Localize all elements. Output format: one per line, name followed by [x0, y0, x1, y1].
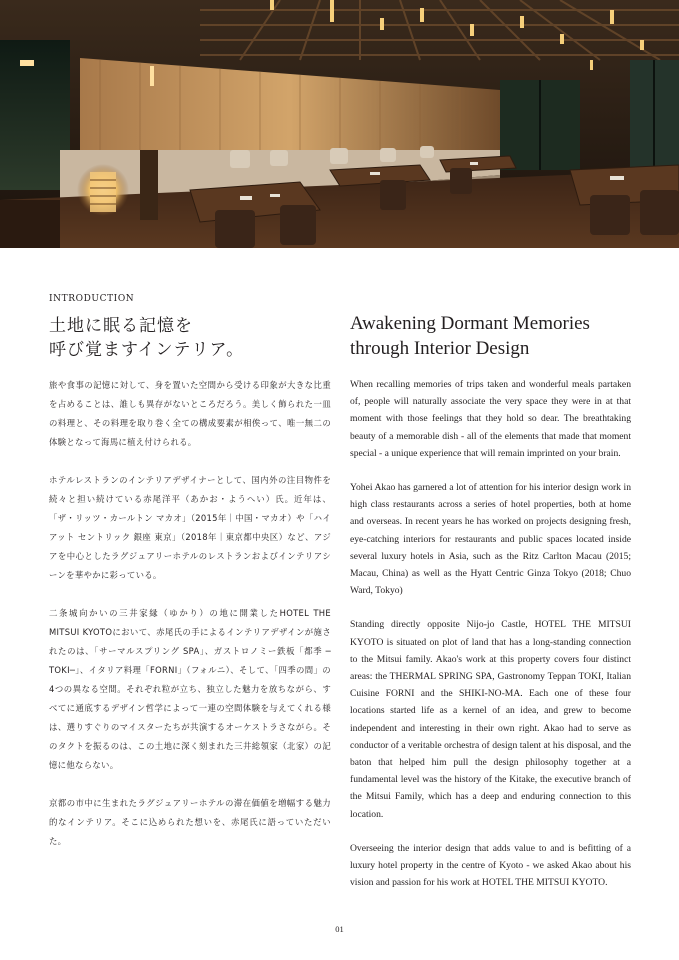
- japanese-heading-line: 呼び覚ますインテリア。: [49, 340, 245, 360]
- english-heading-line: Awakening Dormant Memories: [350, 313, 590, 334]
- japanese-paragraph: ホテルレストランのインテリアデザイナーとして、国内外の注目物件を続々と担い続けている赤尾洋平（あかお・ようへい）氏。近年は、「ザ・リッツ・カールトン マカオ」（2015年｜中国・マカオ）や「ハイアット セントリック 銀座 東京」（2018年｜東京都中央区）など、アジアを中心としたラグジュアリーホテルのレストランおよびインテリアシーンを華やかに彩っている。: [49, 475, 331, 580]
- hero-photo: [0, 0, 679, 248]
- english-body-column: [350, 376, 631, 908]
- page-number: 01: [335, 924, 344, 934]
- restaurant-interior-illustration: [0, 0, 679, 248]
- english-paragraph: Yohei Akao has garnered a lot of attention for his interior design work in high class restaurants across a series of hotel properties, both at home and overseas. In recent years he has worked on projects designing fresh, eye-catching interiors for restaurants and public spaces located inside several luxury hotels in Asia, such as the Ritz Carlton Macau (2015; Macau, China) as well as the Hyatt Centric Ginza Tokyo (2018; Chuo Ward, Tokyo): [350, 482, 631, 597]
- english-paragraph: When recalling memories of trips taken and wonderful meals partaken of, people will naturally associate the very space they were in at that moment with those feelings that they hold so dear. The breathtaking beauty of a memorable dish - all of the elements that made that moment special - a unique experience that will remain imprinted on your brain.: [350, 379, 631, 459]
- english-heading: [350, 311, 640, 361]
- english-paragraph: Overseeing the interior design that adds value to and is befitting of a luxury hotel property in the centre of Kyoto - we asked Akao about his vision and passion for his work at HOTEL THE MITSUI KYOTO.: [350, 842, 631, 889]
- japanese-paragraph: 京都の市中に生まれたラグジュアリーホテルの滞在価値を増幅する魅力的なインテリア。そこに込められた想いを、赤尾氏に語っていただいた。: [49, 798, 331, 846]
- japanese-heading: [49, 314, 329, 362]
- japanese-heading-line: 土地に眠る記憶を: [49, 316, 193, 336]
- english-paragraph: Standing directly opposite Nijo-jo Castle, HOTEL THE MITSUI KYOTO is situated on plot of land that has a long-standing connection to the Mitsui family. Akao's work at this property covers four distinct areas: the THERMAL SPRING SPA, Gastronomy Teppan TOKI, Italian Cuisine FORNI and the SHIKI-NO-MA. Each one of these four locations started life as a kernel of an idea, and grew to become independent and interesting in their own right. Akao had to serve as conductor of a veritable orchestra of design talent at his disposal, and the baton that helped him pull the design philosophy together at a fundamental level was the history of the Kitake, the executive branch of the Mitsui Family, which has a deep and enduring connection to this location.: [350, 619, 631, 820]
- japanese-body-column: [49, 376, 331, 870]
- section-label: INTRODUCTION: [49, 294, 135, 304]
- japanese-paragraph: 旅や食事の記憶に対して、身を置いた空間から受ける印象が大きな比重を占めることは、誰しも異存がないところだろう。美しく飾られた一皿の料理と、その料理を取り巻く全ての構成要素が相俟って、唯一無二の体験となって海馬に植え付けられる。: [49, 380, 331, 447]
- english-heading-line: through Interior Design: [350, 338, 530, 359]
- japanese-paragraph: 二条城向かいの三井家縁（ゆかり）の地に開業したHOTEL THE MITSUI KYOTOにおいて、赤尾氏の手によるインテリアデザインが施されたのは、「サーマルスプリング SPA」、ガストロノミー鉄板「都季 ─ TOKI─」、イタリア料理「FORNI」（フォルニ）、そして、「四季の間」の4つの異なる空間。それぞれ粒が立ち、独立した魅力を放ちながら、すべてに通底するデザイン哲学によって一連の空間体験を与えてくれる様は、選りすぐりのマイスターたちが共演するオーケストラさながら。そのタクトを振るのは、この土地に深く刻まれた三井総領家（北家）の記憶に他ならない。: [49, 608, 331, 770]
